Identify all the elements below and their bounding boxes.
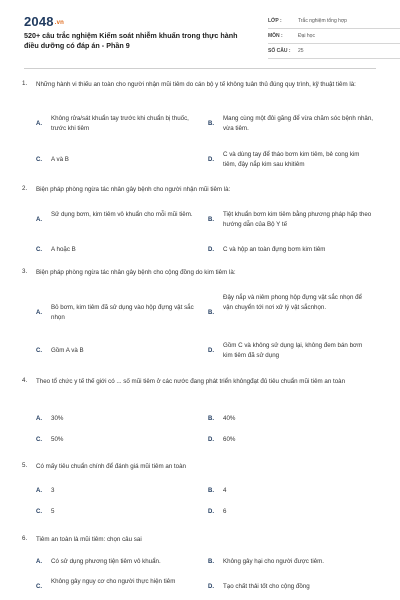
option-text: C và dùng tay để tháo bơm kim tiêm, bẻ cong kim tiêm, đậy nắp kim sau khitiêm bbox=[223, 151, 360, 168]
option-letter: A. bbox=[36, 416, 42, 422]
option-letter: D. bbox=[208, 509, 214, 515]
option-text: Đậy nắp và niêm phong hộp đựng vật sắc nhọn để vận chuyển tới nơi xử lý vật sắcnhọn. bbox=[223, 294, 362, 311]
option-letter: D. bbox=[208, 584, 214, 590]
logo-suffix: .vn bbox=[54, 19, 65, 26]
meta-label: MÔN : bbox=[268, 33, 283, 39]
option-letter: D. bbox=[208, 348, 214, 354]
meta-value: 25 bbox=[298, 48, 304, 54]
option-text: Gồm C và không sử dụng lại, không đem bán bơm kim tiêm đã sử dụng bbox=[223, 342, 363, 359]
meta-row-subject bbox=[268, 29, 400, 44]
option-text: 3 bbox=[51, 487, 55, 494]
option-text: Sử dụng bơm, kim tiêm vô khuẩn cho mỗi mũi tiêm. bbox=[51, 211, 193, 218]
meta-label: SỐ CÂU : bbox=[268, 48, 291, 54]
option-text: 30% bbox=[51, 415, 64, 422]
question-number: 6. bbox=[22, 535, 28, 542]
option-letter: A. bbox=[36, 559, 42, 565]
worksheet-title: 520+ câu trắc nghiệm Kiểm soát nhiễm khuẩn trong thực hành điều dưỡng có đáp án - Phần 9 bbox=[24, 31, 238, 50]
option-letter: B. bbox=[208, 310, 214, 316]
option-letter: D. bbox=[208, 437, 214, 443]
question-text: Tiêm an toàn là mũi tiêm: chọn câu sai bbox=[36, 536, 142, 543]
question-text: Biện pháp phòng ngừa tác nhân gây bệnh cho người nhận mũi tiêm là: bbox=[36, 186, 231, 193]
question-text: Những hành vi thiếu an toàn cho người nhận mũi tiêm do cán bộ y tế không tuân thủ đúng quy trình, kỹ thuật tiêm là: bbox=[36, 81, 356, 88]
option-text: Tạo chất thải tốt cho cộng đồng bbox=[223, 583, 310, 590]
question-text: Biện pháp phòng ngừa tác nhân gây bệnh cho cộng đồng do kim tiêm là: bbox=[36, 269, 236, 276]
header-divider bbox=[24, 68, 376, 69]
option-letter: A. bbox=[36, 310, 42, 316]
option-letter: D. bbox=[208, 157, 214, 163]
option-text: C và hộp an toàn đựng bơm kim tiêm bbox=[223, 246, 326, 253]
option-letter: C. bbox=[36, 509, 42, 515]
worksheet-meta bbox=[268, 14, 400, 59]
option-letter: B. bbox=[208, 416, 214, 422]
meta-label: LỚP : bbox=[268, 18, 282, 24]
option-text: A hoặc B bbox=[51, 246, 76, 253]
option-text: Tiệt khuẩn bơm kim tiêm bằng phương pháp hấp theo hướng dẫn của Bộ Y tế bbox=[223, 211, 372, 228]
option-letter: D. bbox=[208, 247, 214, 253]
option-letter: B. bbox=[208, 559, 214, 565]
option-text: Không gây hại cho người được tiêm. bbox=[223, 558, 325, 565]
option-letter: C. bbox=[36, 437, 42, 443]
option-text: 6 bbox=[223, 508, 227, 515]
page-header bbox=[14, 0, 386, 70]
option-letter: B. bbox=[208, 488, 214, 494]
option-letter: C. bbox=[36, 348, 42, 354]
meta-row-class bbox=[268, 14, 400, 29]
option-text: 40% bbox=[223, 415, 236, 422]
option-text: Mang cùng một đôi găng để vừa chăm sóc bệnh nhân, vừa tiêm. bbox=[223, 115, 373, 132]
meta-value: Trắc nghiệm tổng hợp bbox=[298, 18, 347, 24]
question-number: 3. bbox=[22, 268, 28, 275]
option-text: A và B bbox=[51, 156, 69, 163]
meta-value: Đại học bbox=[298, 33, 315, 39]
question-text: Có mấy tiêu chuẩn chính để đánh giá mũi tiêm an toàn bbox=[36, 463, 186, 470]
meta-row-count bbox=[268, 44, 400, 59]
option-letter: C. bbox=[36, 157, 42, 163]
option-text: Bỏ bơm, kim tiêm đã sử dụng vào hộp đựng vật sắc nhọn bbox=[51, 304, 194, 321]
option-text: 50% bbox=[51, 436, 64, 443]
option-letter: B. bbox=[208, 121, 214, 127]
option-text: 4 bbox=[223, 487, 227, 494]
option-text: Không gây nguy cơ cho người thực hiện tiêm bbox=[51, 578, 176, 585]
question-number: 2. bbox=[22, 185, 28, 192]
option-letter: A. bbox=[36, 217, 42, 223]
question-number: 1. bbox=[22, 80, 28, 87]
option-text: Gồm A và B bbox=[51, 347, 84, 354]
option-text: 5 bbox=[51, 508, 55, 515]
logo-main: 2048 bbox=[24, 14, 54, 29]
option-text: 60% bbox=[223, 436, 236, 443]
option-text: Không rửa/sát khuẩn tay trước khi chuẩn bị thuốc, trước khi tiêm bbox=[51, 115, 189, 132]
question-number: 4. bbox=[22, 377, 28, 384]
option-letter: B. bbox=[208, 217, 214, 223]
option-letter: C. bbox=[36, 247, 42, 253]
question-number: 5. bbox=[22, 462, 28, 469]
question-text: Theo tổ chức y tế thế giới có ... số mũi tiêm ở các nước đang phát triển khôngđạt đủ tiêu chuẩn mũi tiêm an toàn bbox=[36, 378, 346, 385]
site-logo[interactable] bbox=[24, 14, 64, 29]
option-letter: A. bbox=[36, 488, 42, 494]
option-letter: C. bbox=[36, 584, 42, 590]
option-letter: A. bbox=[36, 121, 42, 127]
option-text: Có sử dụng phương tiện tiêm vô khuẩn. bbox=[51, 558, 161, 565]
